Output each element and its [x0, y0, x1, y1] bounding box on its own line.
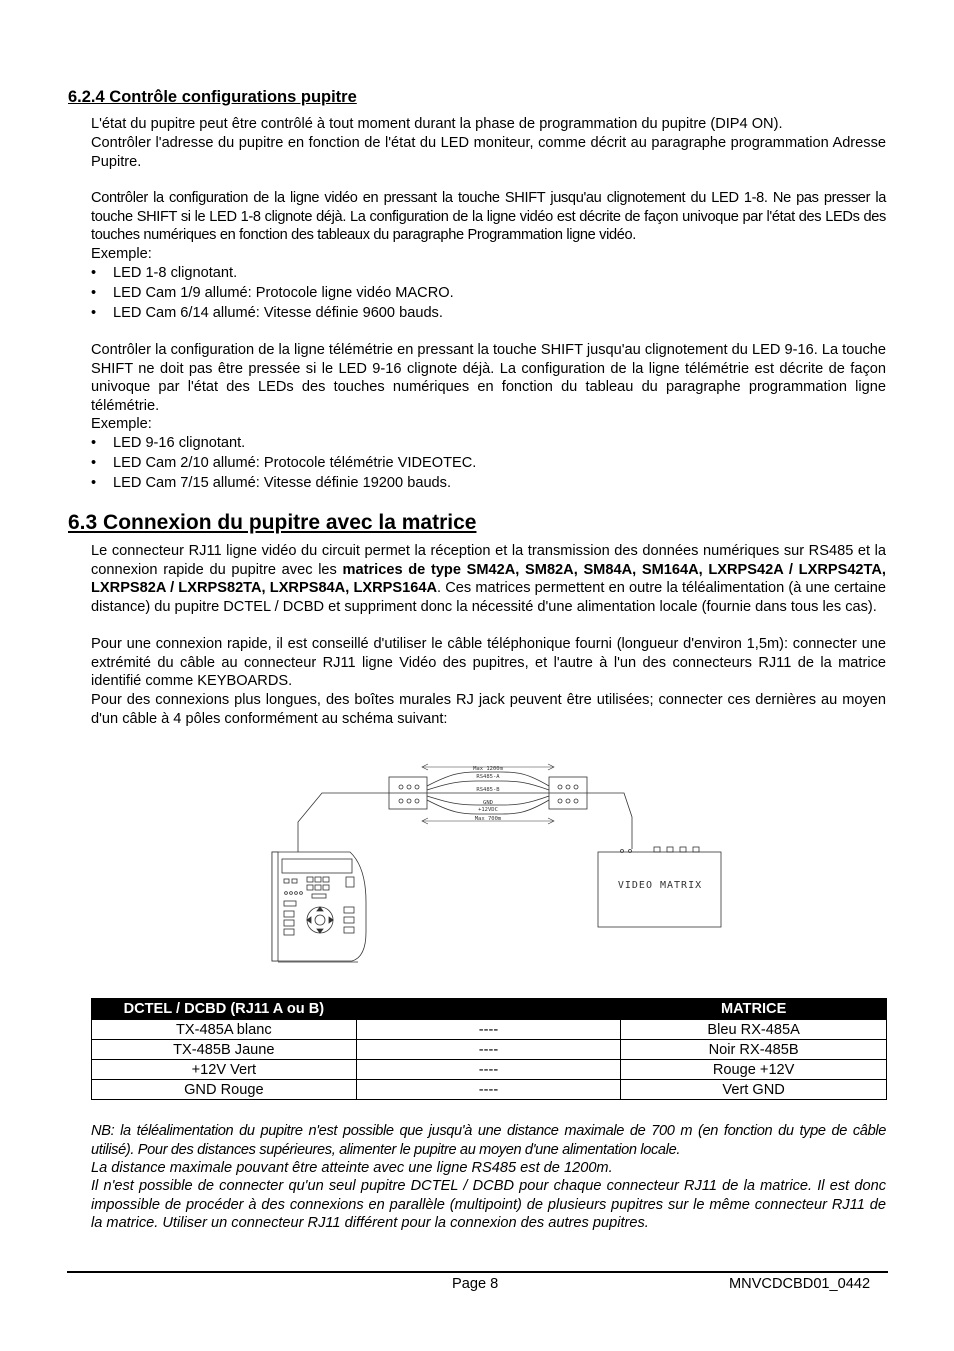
table-cell: +12V Vert [92, 1060, 357, 1080]
table-row [92, 1080, 887, 1100]
column-header-console: DCTEL / DCBD (RJ11 A ou B) [92, 999, 357, 1020]
paragraph-quick-connection: Pour une connexion rapide, il est conseillé d'utiliser le câble téléphonique fourni (longueur d'environ 1,5m): connecter une extrémité du câble au connecteur RJ11 ligne Vidéo des pupitres, et l'autre à l'un des connecteurs RJ11 de la matrice identifié comme KEYBOARDS. [91, 636, 886, 690]
example-label-1: Exemple: [91, 246, 152, 262]
table-cell: ---- [356, 1060, 621, 1080]
table-header-row [92, 999, 887, 1020]
wire-label-gnd: GND [483, 800, 493, 806]
wiring-table [91, 998, 887, 1100]
table-cell: ---- [356, 1020, 621, 1040]
note-single-console: Il n'est possible de connecter qu'un seul pupitre DCTEL / DCBD pour chaque connecteur RJ11 de la matrice. Il est donc impossible de procéder à des connexions en parallèle (multipoint) de plusieurs pupitres sur le même connecteur RJ11 de la matrice. Utiliser un connecteur RJ11 différent pour la connexion des autres pupitres. [91, 1178, 886, 1232]
text-run: Le connecteur RJ11 ligne vidéo du circuit permet la réception et la transmission des données numériques sur RS485 et la connexion rapide du pupitre avec les [91, 543, 886, 578]
page-number: Page 8 [452, 1276, 499, 1292]
paragraph-rj11-connector [91, 542, 886, 616]
paragraph-address-check: Contrôler l'adresse du pupitre en fonction de l'état du LED moniteur, comme décrit au paragraphe programmation Adresse Pupitre. [91, 135, 886, 170]
table-cell: ---- [356, 1040, 621, 1060]
table-row [92, 1060, 887, 1080]
table-cell: Rouge +12V [621, 1060, 887, 1080]
table-cell: TX-485B Jaune [92, 1040, 357, 1060]
table-cell: ---- [356, 1080, 621, 1100]
matrix-label: VIDEO MATRIX [617, 880, 703, 891]
paragraph-long-connection: Pour des connexions plus longues, des boîtes murales RJ jack peuvent être utilisées; connecter ces dernières au moyen d'un câble à 4 pôles conformément au schéma suivant: [91, 692, 886, 727]
example-label-2: Exemple: [91, 416, 152, 432]
paragraph-state-check: L'état du pupitre peut être contrôlé à tout moment durant la phase de programmation du pupitre (DIP4 ON). [91, 116, 783, 132]
wire-label-b: RS485-B [476, 787, 500, 793]
text-run: . Ces matrices permettent en outre la téléalimentation (à une certaine distance) du pupitre DCTEL / DCBD et suppriment donc la nécessité d'une alimentation locale (fournie dans tous les cas). [91, 580, 887, 615]
footer-divider [67, 1271, 888, 1273]
max-distance-top: Max 1200m [473, 766, 503, 772]
table-row [92, 1040, 887, 1060]
max-distance-bottom: Max 700m [474, 816, 502, 822]
list-item: • LED 1-8 clignotant. [91, 263, 886, 283]
column-header-matrix: MATRICE [621, 999, 887, 1020]
wire-label-a: RS485-A [476, 774, 500, 780]
wall-box-right [549, 777, 587, 809]
table-cell: Vert GND [621, 1080, 887, 1100]
document-reference: MNVCDCBD01_0442 [729, 1276, 871, 1292]
section-heading-624: 6.2.4 Contrôle configurations pupitre [68, 88, 357, 106]
matrix-types: matrices de type SM42A, SM82A, SM84A, SM164A, LXRPS42A / LXRPS42TA, LXRPS82A / LXRPS82TA, LXRPS84A, LXRPS164A [91, 561, 886, 597]
wire-label-12v: +12VDC [478, 807, 498, 813]
list-item: • LED 9-16 clignotant. [91, 433, 886, 453]
keyboard-console-icon [272, 852, 366, 962]
column-header-blank [356, 999, 621, 1020]
paragraph-video-line: Contrôler la configuration de la ligne vidéo en pressant la touche SHIFT jusqu'au clignotement du LED 1-8. Ne pas presser la touche SHIFT si le LED 1-8 clignote déjà. La configuration de la ligne vidéo est décrite de façon univoque par l'état des LEDs des touches numériques en fonction des tableaux du paragraphe Programmation ligne vidéo. [91, 190, 886, 244]
example-list-1 [91, 263, 886, 323]
note-rs485-distance: La distance maximale pouvant être atteinte avec une ligne RS485 est de 1200m. [91, 1160, 613, 1176]
note-remote-power: NB: la téléalimentation du pupitre n'est possible que jusqu'à une distance maximale de 700 m (en fonction du type de câble utilisé). Pour des distances supérieures, alimenter le pupitre au moyen d'une alimentation locale. [91, 1123, 886, 1158]
section-heading-63: 6.3 Connexion du pupitre avec la matrice [68, 511, 477, 534]
table-cell: TX-485A blanc [92, 1020, 357, 1040]
wiring-diagram [262, 757, 727, 967]
list-item: • LED Cam 1/9 allumé: Protocole ligne vidéo MACRO. [91, 283, 886, 303]
table-cell: Bleu RX-485A [621, 1020, 887, 1040]
table-cell: Noir RX-485B [621, 1040, 887, 1060]
table-row [92, 1020, 887, 1040]
list-item: • LED Cam 2/10 allumé: Protocole télémétrie VIDEOTEC. [91, 453, 886, 473]
example-list-2 [91, 433, 886, 493]
list-item: • LED Cam 6/14 allumé: Vitesse définie 9600 bauds. [91, 303, 886, 323]
paragraph-telemetry-line: Contrôler la configuration de la ligne télémétrie en pressant la touche SHIFT jusqu'au clignotement du LED 9-16. La touche SHIFT ne doit pas être pressée si le LED 9-16 clignote déjà. La configuration de la ligne télémétrie est décrite de façon univoque par l'état des LEDs des touches numériques en fonction du tableau du paragraphe programmation ligne télémétrie. [91, 342, 886, 414]
cable-to-matrix [587, 793, 632, 849]
cable-to-keyboard [298, 793, 389, 852]
cable-bundle [422, 764, 554, 824]
list-item: • LED Cam 7/15 allumé: Vitesse définie 19200 bauds. [91, 473, 886, 493]
wall-box-left [389, 777, 427, 809]
table-cell: GND Rouge [92, 1080, 357, 1100]
